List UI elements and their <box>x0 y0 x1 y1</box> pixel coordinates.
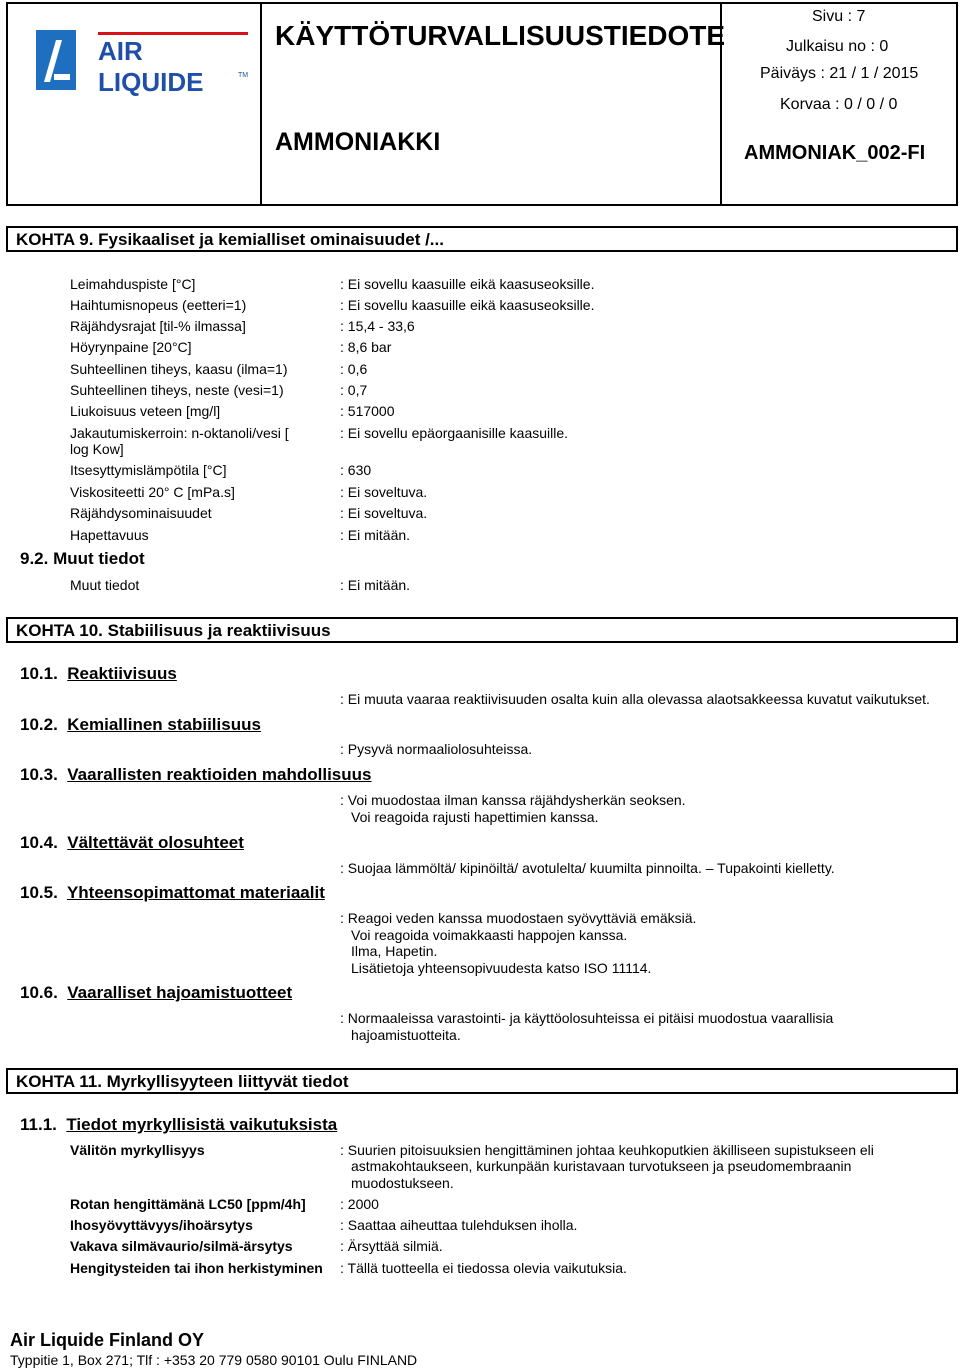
property-value: : Ei soveltuva. <box>340 484 428 500</box>
logo-red-bar <box>98 32 248 35</box>
tox-label: Ihosyövyttävyys/ihoärsytys <box>70 1217 253 1233</box>
release-number: Julkaisu no : 0 <box>786 38 889 55</box>
property-value: : 8,6 bar <box>340 339 392 355</box>
section-10-header <box>6 617 958 643</box>
property-label: Räjähdysominaisuudet <box>70 505 212 521</box>
property-value: : Ei sovellu epäorgaanisille kaasuille. <box>340 425 569 441</box>
logo-tm: TM <box>238 72 249 79</box>
property-label: Suhteellinen tiheys, neste (vesi=1) <box>70 382 284 398</box>
tox-value: : Ärsyttää silmiä. <box>340 1238 443 1254</box>
other-info-label: Muut tiedot <box>70 577 140 593</box>
air-liquide-logo-icon <box>36 30 76 90</box>
property-value: : 0,7 <box>340 382 368 398</box>
property-value: : Ei mitään. <box>340 527 411 543</box>
property-label: Jakautumiskerroin: n-oktanoli/vesi [ <box>70 425 289 441</box>
tox-label: Vakava silmävaurio/silmä-ärsytys <box>70 1238 293 1254</box>
logo-text: AIR LIQUIDE <box>98 36 204 97</box>
property-value: : Ei soveltuva. <box>340 505 428 521</box>
reactivity-text: : Ei muuta vaaraa reaktiivisuuden osalta kuin alla olevassa alaotsakkeessa kuvatut vaikutukset. <box>340 691 930 707</box>
subsection-11-1: 11.1. Tiedot myrkyllisistä vaikutuksista <box>20 1115 338 1134</box>
tox-value: : 2000 <box>340 1196 379 1212</box>
section-9-title: KOHTA 9. Fysikaaliset ja kemialliset ominaisuudet /... <box>16 230 444 249</box>
property-value: : 630 <box>340 462 372 478</box>
section-11-header <box>6 1068 958 1094</box>
replaces-date: Korvaa : 0 / 0 / 0 <box>780 96 898 113</box>
subsection-9-2-title: 9.2. Muut tiedot <box>20 549 145 568</box>
property-label: Räjähdysrajat [til-% ilmassa] <box>70 318 246 334</box>
property-value: : Ei sovellu kaasuille eikä kaasuseoksille. <box>340 276 595 292</box>
property-value: : 0,6 <box>340 361 368 377</box>
incompatible-text-2: Voi reagoida voimakkaasti happojen kanssa. <box>351 927 628 943</box>
property-label: Leimahduspiste [°C] <box>70 276 196 292</box>
stability-text: : Pysyvä normaaliolosuhteissa. <box>340 741 533 757</box>
property-value: : 517000 <box>340 403 395 419</box>
property-label: Haihtumisnopeus (eetteri=1) <box>70 297 247 313</box>
conditions-avoid-text: : Suojaa lämmöltä/ kipinöiltä/ avotulelta/ kuumilta pinnoilta. – Tupakointi kielletty. <box>340 860 835 876</box>
document-code: AMMONIAK_002-FI <box>744 142 926 164</box>
tox-value: : Tällä tuotteella ei tiedossa olevia vaikutuksia. <box>340 1260 627 1276</box>
incompatible-text: : Reagoi veden kanssa muodostaen syövyttäviä emäksiä. <box>340 910 697 926</box>
property-label-cont: log Kow] <box>70 441 124 457</box>
tox-label: Rotan hengittämänä LC50 [ppm/4h] <box>70 1196 306 1212</box>
tox-label: Hengitysteiden tai ihon herkistyminen <box>70 1260 323 1276</box>
incompatible-text-4: Lisätietoja yhteensopivuudesta katso ISO 11114. <box>351 960 652 976</box>
other-info-value: : Ei mitään. <box>340 577 411 593</box>
property-label: Liukoisuus veteen [mg/l] <box>70 403 221 419</box>
decomposition-text-2: hajoamistuotteita. <box>351 1027 461 1043</box>
section-10-title: KOHTA 10. Stabiilisuus ja reaktiivisuus <box>16 621 331 640</box>
subsection-10-3: 10.3. Vaarallisten reaktioiden mahdollisuus <box>20 765 372 784</box>
subsection-10-1: 10.1. Reaktiivisuus <box>20 664 177 683</box>
property-label: Suhteellinen tiheys, kaasu (ilma=1) <box>70 361 288 377</box>
issue-date: Päiväys : 21 / 1 / 2015 <box>760 65 919 82</box>
page-number: Sivu : 7 <box>812 8 866 25</box>
hazardous-reactions-text-2: Voi reagoida rajusti hapettimien kanssa. <box>351 809 599 825</box>
property-label: Hapettavuus <box>70 527 149 543</box>
document-title: KÄYTTÖTURVALLISUUSTIEDOTE <box>275 20 726 51</box>
property-label: Itsesyttymislämpötila [°C] <box>70 462 227 478</box>
subsection-10-2: 10.2. Kemiallinen stabiilisuus <box>20 715 261 734</box>
footer-company: Air Liquide Finland OY <box>10 1330 205 1350</box>
section-11-title: KOHTA 11. Myrkyllisyyteen liittyvät tiedot <box>16 1072 349 1091</box>
acute-toxicity-text-3: muodostukseen. <box>351 1175 454 1191</box>
subsection-10-5: 10.5. Yhteensopimattomat materiaalit <box>20 883 325 902</box>
acute-toxicity-label: Välitön myrkyllisyys <box>70 1142 205 1158</box>
property-value: : Ei sovellu kaasuille eikä kaasuseoksille. <box>340 297 595 313</box>
acute-toxicity-text: : Suurien pitoisuuksien hengittäminen johtaa keuhkoputkien äkilliseen supistukseen eli <box>340 1142 874 1158</box>
air-liquide-logo <box>36 24 249 97</box>
decomposition-text: : Normaaleissa varastointi- ja käyttöolosuhteissa ei pitäisi muodostua vaarallisia <box>340 1010 834 1026</box>
footer-address: Typpitie 1, Box 271; Tlf : +353 20 779 0580 90101 Oulu FINLAND <box>10 1352 418 1368</box>
property-label: Viskositeetti 20° C [mPa.s] <box>70 484 235 500</box>
tox-value: : Saattaa aiheuttaa tulehduksen iholla. <box>340 1217 578 1233</box>
property-label: Höyrynpaine [20°C] <box>70 339 192 355</box>
incompatible-text-3: Ilma, Hapetin. <box>351 943 438 959</box>
hazardous-reactions-text: : Voi muodostaa ilman kanssa räjähdysherkän seoksen. <box>340 792 686 808</box>
acute-toxicity-text-2: astmakohtaukseen, kurkunpään kuristavaan turvotukseen ja pseudomembraanin <box>351 1158 852 1174</box>
product-name: AMMONIAKKI <box>275 128 441 156</box>
property-value: : 15,4 - 33,6 <box>340 318 415 334</box>
subsection-10-6: 10.6. Vaaralliset hajoamistuotteet <box>20 983 293 1002</box>
section-9-header <box>6 226 958 252</box>
subsection-10-4: 10.4. Vältettävät olosuhteet <box>20 833 244 852</box>
